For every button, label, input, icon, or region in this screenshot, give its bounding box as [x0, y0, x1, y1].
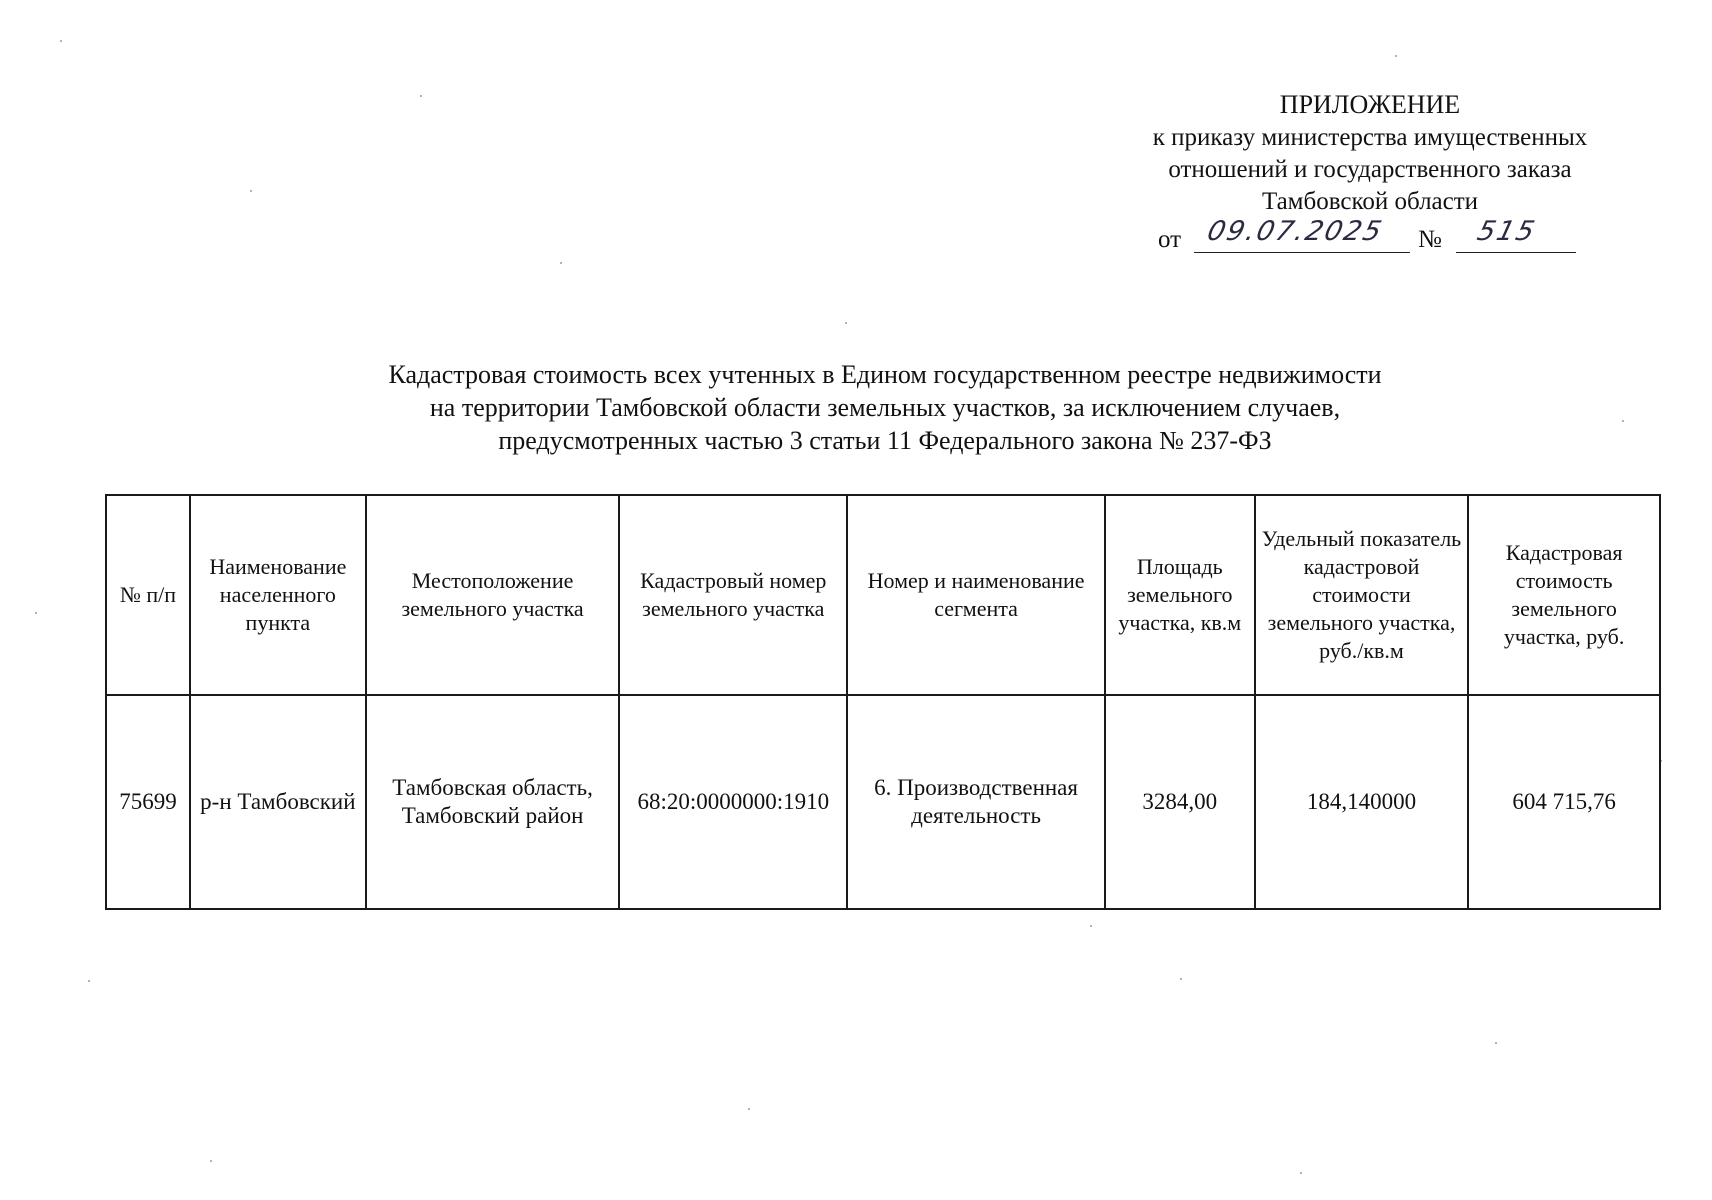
order-number-handwritten: 515: [1474, 216, 1540, 247]
document-title-line-1: Кадастровая стоимость всех учтенных в Едином государственном реестре недвижимости: [388, 360, 1382, 389]
appendix-title: ПРИЛОЖЕНИЕ: [1279, 90, 1461, 119]
cell-cadastral-value: 604 715,76: [1468, 695, 1660, 909]
appendix-line-3: Тамбовской области: [1261, 188, 1479, 215]
document-title-line-3: предусмотренных частью 3 статьи 11 Федерального закона № 237-ФЗ: [498, 426, 1272, 455]
document-title: [300, 358, 1470, 457]
header-segment: Номер и наименование сегмента: [847, 495, 1105, 695]
header-cadastral-number: Кадастровый номер земельного участка: [619, 495, 847, 695]
header-cadastral-value: Кадастровая стоимость земельного участка, руб.: [1468, 495, 1660, 695]
cell-land-location: Тамбовская область, Тамбовский район: [366, 695, 620, 909]
order-number-field: [1456, 218, 1576, 253]
table-header-row: [106, 495, 1660, 695]
header-settlement-name: Наименование населенного пункта: [190, 495, 366, 695]
appendix-header: [1080, 88, 1660, 218]
cell-area: 3284,00: [1105, 695, 1255, 909]
cell-specific-value: 184,140000: [1255, 695, 1469, 909]
order-date-number-line: [1158, 218, 1578, 258]
cell-cadastral-number: 68:20:0000000:1910: [619, 695, 847, 909]
appendix-line-2: отношений и государственного заказа: [1168, 156, 1572, 183]
cell-row-number: 75699: [106, 695, 190, 909]
header-specific-value: Удельный показатель кадастровой стоимости земельного участка, руб./кв.м: [1255, 495, 1469, 695]
document-title-line-2: на территории Тамбовской области земельных участков, за исключением случаев,: [429, 393, 1341, 422]
from-label: от: [1158, 226, 1182, 253]
cadastral-value-table: [105, 494, 1661, 910]
order-date-handwritten: 09.07.2025: [1204, 216, 1387, 247]
order-date-field: [1194, 218, 1410, 253]
header-area: Площадь земельного участка, кв.м: [1105, 495, 1255, 695]
cell-settlement-name: р-н Тамбовский: [190, 695, 366, 909]
number-label: №: [1418, 226, 1442, 253]
header-row-number: № п/п: [106, 495, 190, 695]
appendix-line-1: к приказу министерства имущественных: [1152, 124, 1588, 151]
cell-segment: 6. Производственная деятельность: [847, 695, 1105, 909]
header-land-location: Местоположение земельного участка: [366, 495, 620, 695]
table-row: [106, 695, 1660, 909]
